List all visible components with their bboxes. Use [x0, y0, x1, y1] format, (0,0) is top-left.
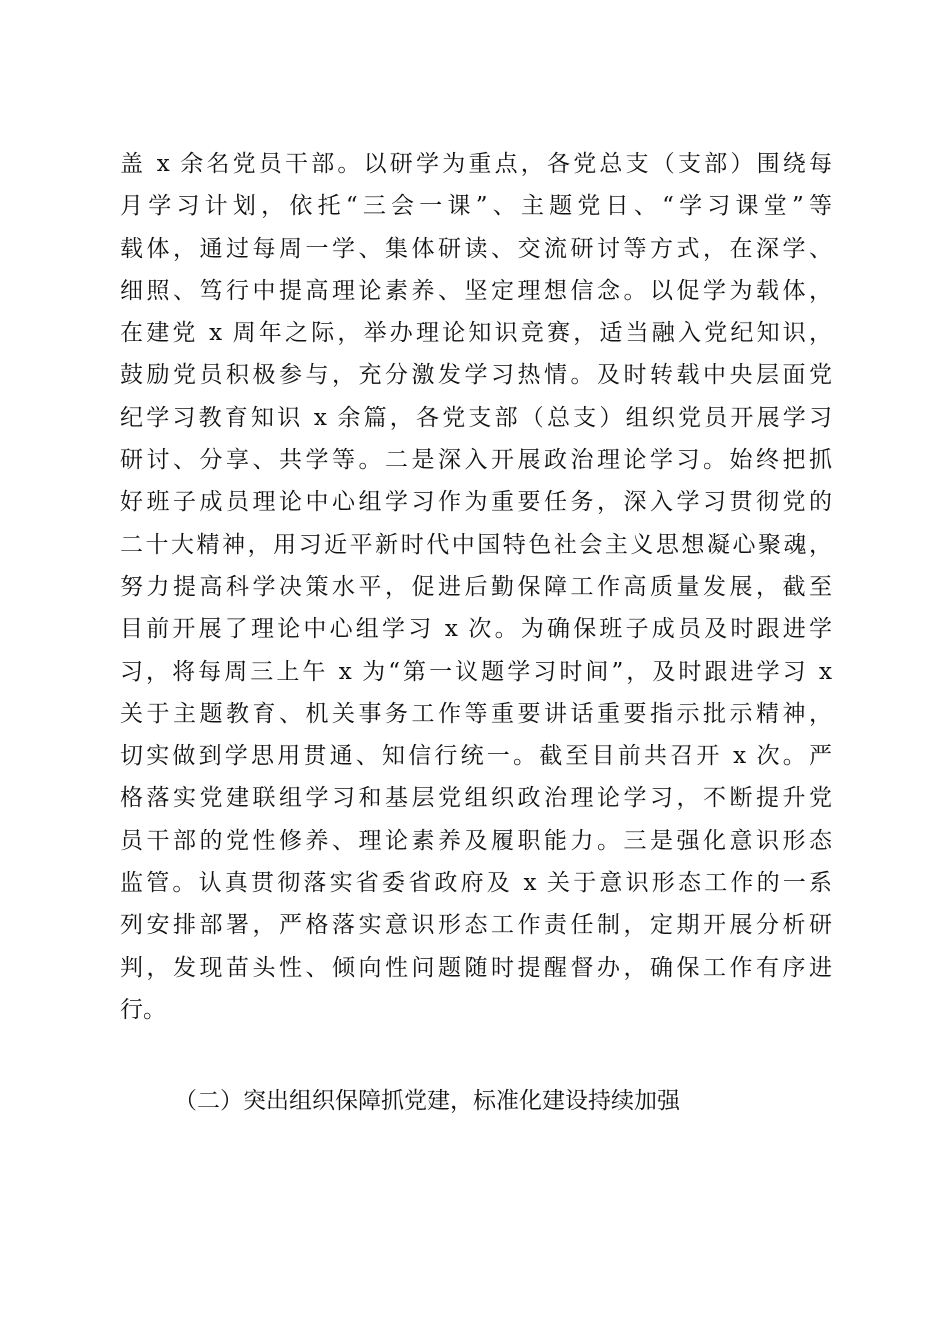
paragraph-line: 格落实党建联组学习和基层党组织政治理论学习，不断提升党: [120, 785, 832, 812]
paragraph-line: 努力提高科学决策水平，促进后勤保障工作高质量发展，截至: [120, 573, 832, 600]
section-heading: （二）突出组织保障抓党建，标准化建设持续加强: [174, 1088, 680, 1114]
paragraph-line: 盖 x 余名党员干部。以研学为重点，各党总支（支部）围绕每: [120, 151, 832, 177]
paragraph-line: 好班子成员理论中心组学习作为重要任务，深入学习贯彻党的: [120, 489, 832, 516]
paragraph-line: 目前开展了理论中心组学习 x 次。为确保班子成员及时跟进学: [120, 616, 832, 643]
paragraph-line: 纪学习教育知识 x 余篇，各党支部（总支）组织党员开展学习: [120, 404, 832, 431]
paragraph-line: 二十大精神，用习近平新时代中国特色社会主义思想凝心聚魂，: [120, 531, 832, 558]
paragraph-line: 研讨、分享、共学等。二是深入开展政治理论学习。始终把抓: [120, 447, 832, 474]
paragraph-line: 列安排部署，严格落实意识形态工作责任制，定期开展分析研: [120, 912, 832, 939]
paragraph-line: 在建党 x 周年之际，举办理论知识竞赛，适当融入党纪知识，: [120, 320, 832, 347]
paragraph-line: 判，发现苗头性、倾向性问题随时提醒督办，确保工作有序进: [120, 954, 832, 981]
paragraph-line: 细照、笃行中提高理论素养、坚定理想信念。以促学为载体，: [120, 277, 832, 304]
paragraph-line: 关于主题教育、机关事务工作等重要讲话重要指示批示精神，: [120, 700, 832, 727]
paragraph-line: 鼓励党员积极参与，充分激发学习热情。及时转载中央层面党: [120, 362, 832, 389]
paragraph-line: 监管。认真贯彻落实省委省政府及 x 关于意识形态工作的一系: [120, 870, 832, 897]
paragraph-line: 载体，通过每周一学、集体研读、交流研讨等方式，在深学、: [120, 235, 832, 262]
paragraph-line: 月学习计划，依托“三会一课”、主题党日、“学习课堂”等: [120, 193, 832, 220]
paragraph-line: 行。: [120, 996, 166, 1023]
body-paragraph: [120, 143, 832, 1031]
paragraph-line: 习，将每周三上午 x 为“第一议题学习时间”，及时跟进学习 x: [120, 658, 832, 685]
paragraph-line: 切实做到学思用贯通、知信行统一。截至目前共召开 x 次。严: [120, 743, 832, 770]
paragraph-line: 员干部的党性修养、理论素养及履职能力。三是强化意识形态: [120, 827, 832, 854]
